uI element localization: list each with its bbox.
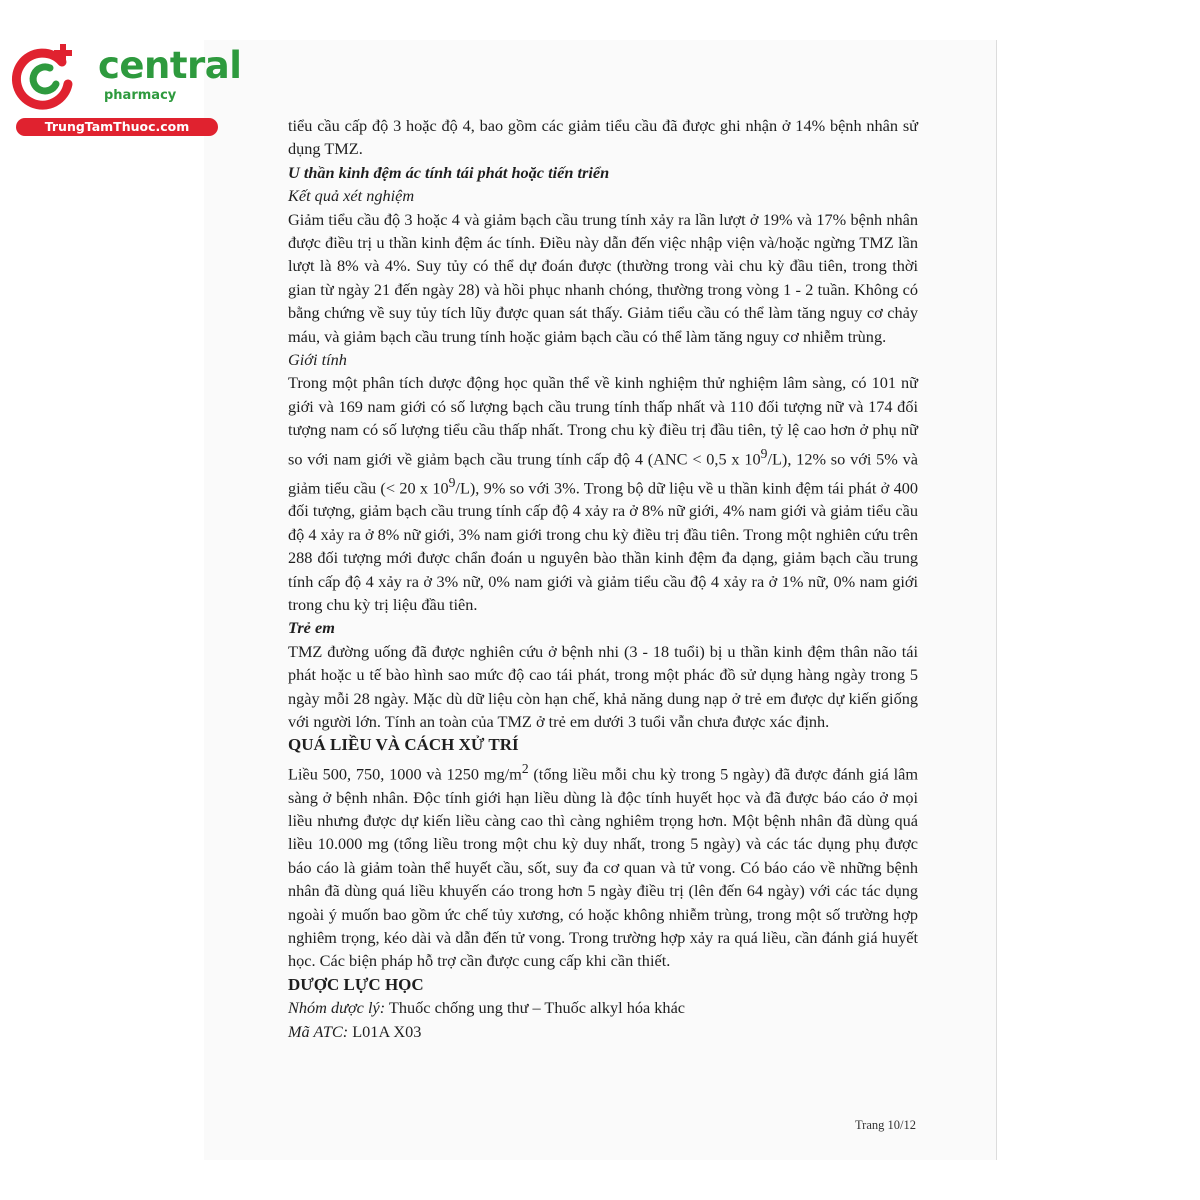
document-body xyxy=(288,114,918,1043)
heading-overdose: QUÁ LIỀU VÀ CÁCH XỬ TRÍ xyxy=(288,735,519,755)
gender-paragraph xyxy=(288,371,918,616)
group-label: Nhóm dược lý: xyxy=(288,998,386,1018)
children-paragraph: TMZ đường uống đã được nghiên cứu ở bệnh nhi (3 - 18 tuổi) bị u thần kinh đệm thân não tái phát hoặc u tế bào hình sao mức độ cao tái phát, trong một phác đồ sử dụng hàng ngày trong 5 ngày mỗi 28 ngày. Mặc dù dữ liệu còn hạn chế, khả năng dung nạp ở trẻ em được dự kiến giống với người lớn. Tính an toàn của TMZ ở trẻ em dưới 3 tuổi vẫn chưa được xác định. xyxy=(288,641,918,731)
gender-sup-1: 9 xyxy=(760,445,768,461)
atc-code xyxy=(288,1020,918,1043)
central-pharmacy-logo[interactable] xyxy=(10,38,242,138)
heading-children: Trẻ em xyxy=(288,618,335,638)
group-value: Thuốc chống ung thư – Thuốc alkyl hóa khác xyxy=(385,998,686,1018)
heading-lab-results: Kết quả xét nghiệm xyxy=(288,186,415,206)
heading-pharmacodynamics: DƯỢC LỰC HỌC xyxy=(288,974,424,994)
atc-value: L01A X03 xyxy=(348,1021,422,1041)
heading-glioma: U thần kinh đệm ác tính tái phát hoặc tiến triển xyxy=(288,162,610,182)
gender-text-2: /L), 12% so với 5% và giảm tiểu cầu (< 20 x 10 xyxy=(288,449,918,497)
overdose-sup: 2 xyxy=(521,760,529,776)
overdose-text-2: (tổng liều mỗi chu kỳ trong 5 ngày) đã được đánh giá lâm sàng ở bệnh nhân. Độc tính giới hạn liều dùng là độc tính huyết học và đã được báo cáo ở mọi liều nhưng được dự kiến liều càng cao thì càng nghiêm trọng hơn. Một bệnh nhân đã dùng quá liều 10.000 mg (tổng liều trong một chu kỳ duy nhất, trong 5 ngày) và các tác dụng phụ được báo cáo là giảm toàn thể huyết cầu, sốt, suy đa cơ quan và tử vong. Có báo cáo về những bệnh nhân đã dùng quá liều khuyến cáo trong hơn 5 ngày điều trị (lên đến 64 ngày) với các tác dụng ngoài ý muốn bao gồm ức chế tủy xương, có hoặc không nhiễm trùng, trong một số trường hợp nghiêm trọng, kéo dài và dẫn đến tử vong. Trong trường hợp xảy ra quá liều, cần đánh giá huyết học. Các biện pháp hỗ trợ cần được cung cấp khi cần thiết. xyxy=(288,764,918,971)
brand-name: central xyxy=(98,44,242,87)
overdose-text-1: Liều 500, 750, 1000 và 1250 mg/m xyxy=(288,764,522,784)
brand-subtitle: pharmacy xyxy=(104,88,177,103)
heading-gender: Giới tính xyxy=(288,350,347,370)
overdose-paragraph xyxy=(288,757,918,973)
atc-label: Mã ATC: xyxy=(288,1021,349,1041)
central-pharmacy-logo-icon xyxy=(10,40,82,110)
lab-results-paragraph: Giảm tiểu cầu độ 3 hoặc 4 và giảm bạch cầu trung tính xảy ra lần lượt ở 19% và 17% bệnh nhân được điều trị u thần kinh đệm ác tính. Điều này dẫn đến việc nhập viện và/hoặc ngừng TMZ lần lượt là 8% và 4%. Suy tủy có thể dự đoán được (thường trong vài chu kỳ đầu tiên, trong thời gian từ ngày 21 đến ngày 28) và hồi phục nhanh chóng, thường trong vòng 1 - 2 tuần. Không có bằng chứng về suy tủy tích lũy được quan sát thấy. Giảm tiểu cầu có thể làm tăng nguy cơ chảy máu, và giảm bạch cầu trung tính hoặc giảm bạch cầu có thể làm tăng nguy cơ nhiễm trùng. xyxy=(288,209,918,346)
gender-text-3: /L), 9% so với 3%. Trong bộ dữ liệu về u thần kinh đệm tái phát ở 400 đối tượng, giảm bạch cầu trung tính cấp độ 4 xảy ra ở 8% nữ giới, 4% nam giới và giảm tiểu cầu độ 4 xảy ra ở 8% nữ giới, 3% nam giới trong chu kỳ điều trị đầu tiên. Trong một nghiên cứu trên 288 đối tượng mới được chẩn đoán u nguyên bào thần kinh đệm đa dạng, giảm bạch cầu trung tính cấp độ 4 xảy ra ở 3% nữ, 0% nam giới và giảm tiểu cầu độ 4 xảy ra ở 1% nữ, 0% nam giới trong chu kỳ trị liệu đầu tiên. xyxy=(288,477,918,614)
pharmacologic-group xyxy=(288,996,918,1019)
page-number: Trang 10/12 xyxy=(854,1118,916,1132)
gender-text-1: Trong một phân tích dược động học quần thể về kinh nghiệm thử nghiệm lâm sàng, có 101 nữ giới và 169 nam giới có số lượng bạch cầu trung tính thấp nhất và 110 đối tượng nữ và 174 đối tượng nam có số lượng tiểu cầu thấp nhất. Trong chu kỳ điều trị đầu tiên, tỷ lệ cao hơn ở phụ nữ so với nam giới về giảm bạch cầu trung tính cấp độ 4 (ANC < 0,5 x 10 xyxy=(288,373,918,469)
brand-url-banner[interactable]: TrungTamThuoc.com xyxy=(16,118,218,136)
gender-sup-2: 9 xyxy=(448,474,456,490)
intro-paragraph: tiểu cầu cấp độ 3 hoặc độ 4, bao gồm các giảm tiểu cầu đã được ghi nhận ở 14% bệnh nhân sử dụng TMZ. xyxy=(288,116,918,159)
